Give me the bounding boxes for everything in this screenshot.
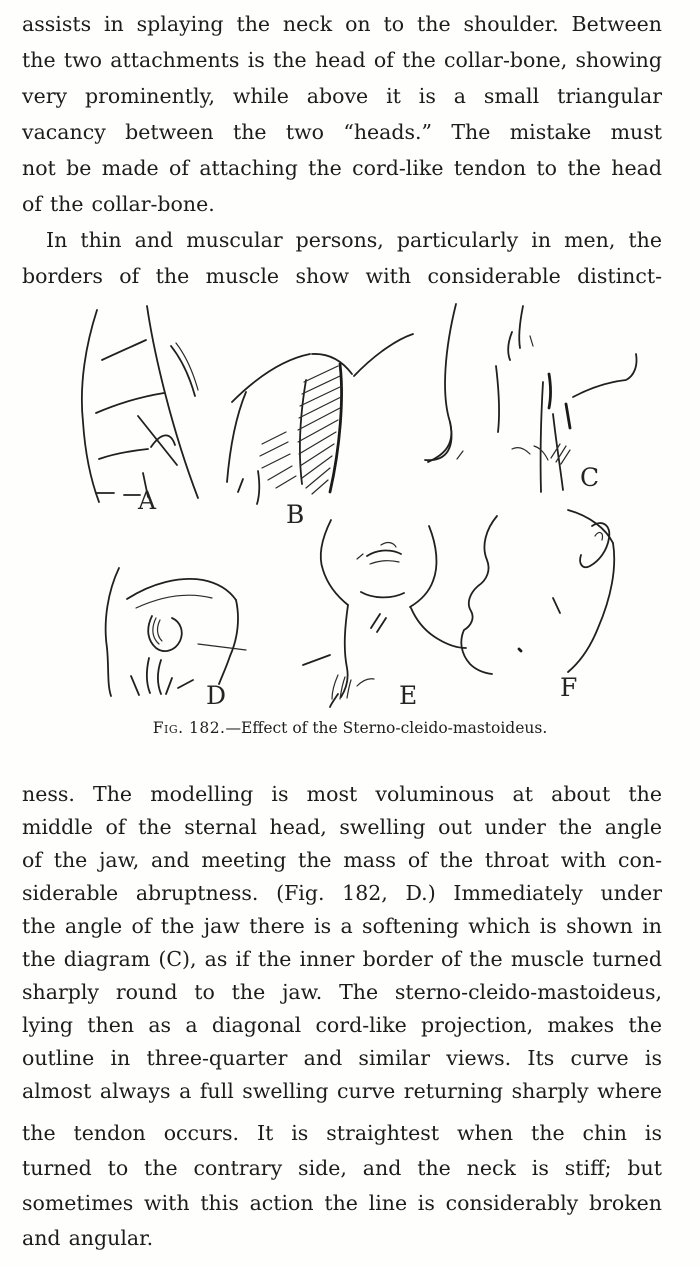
figure-label-c: C: [580, 463, 600, 492]
text-line: middle of the sternal head, swelling out under the angle: [22, 815, 662, 839]
figure-182-drawings: [0, 296, 700, 708]
text-line: the tendon occurs. It is straightest when the chin is: [22, 1121, 662, 1145]
text-line: sometimes with this action the line is considerably broken: [22, 1191, 662, 1215]
figure-182: [0, 296, 700, 708]
figure-label-e: E: [399, 681, 418, 708]
text-line: not be made of attaching the cord-like tendon to the head: [22, 156, 662, 180]
paragraph-tendon: [22, 1116, 662, 1256]
figure-sketch-e: [303, 520, 466, 708]
figure-label-b: B: [286, 500, 305, 529]
text-line: assists in splaying the neck on to the shoulder. Between: [22, 12, 662, 36]
figure-caption-number: Fig. 182.: [152, 719, 226, 737]
text-line: the angle of the jaw there is a softening which is shown in: [22, 914, 662, 938]
text-line: turned to the contrary side, and the neck is stiff; but: [22, 1156, 662, 1180]
figure-sketch-d: [106, 568, 246, 708]
text-line: the two attachments is the head of the collar-bone, showing: [22, 48, 662, 72]
paragraph-in-thin-muscular: [22, 222, 662, 294]
paragraph-collar-bone: [22, 6, 662, 222]
figure-label-d: D: [206, 681, 227, 708]
figure-caption-text: —Effect of the Sterno-cleido-mastoideus.: [225, 719, 548, 737]
text-line: siderable abruptness. (Fig. 182, D.) Immediately under: [22, 881, 662, 905]
figure-sketch-b: [227, 334, 413, 529]
text-line: In thin and muscular persons, particularly in men, the: [46, 228, 662, 252]
figure-label-f: F: [560, 673, 578, 702]
text-line: the diagram (C), as if the inner border of the muscle turned: [22, 947, 662, 971]
text-line: of the collar-bone.: [22, 192, 215, 216]
text-line: and angular.: [22, 1226, 154, 1250]
figure-sketch-a: [82, 306, 198, 515]
figure-label-a: A: [138, 486, 157, 515]
text-line: outline in three-quarter and similar views. Its curve is: [22, 1046, 662, 1070]
text-line: borders of the muscle show with considerable distinct-: [22, 264, 662, 288]
text-line: almost always a full swelling curve returning sharply where: [22, 1079, 662, 1103]
figure-caption: [0, 716, 700, 740]
text-line: sharply round to the jaw. The sterno-cleido-mastoideus,: [22, 980, 662, 1004]
figure-sketch-c: [425, 304, 637, 492]
paragraph-modelling: [22, 778, 662, 1108]
figure-sketch-f: [461, 510, 614, 702]
text-line: ness. The modelling is most voluminous at about the: [22, 782, 662, 806]
text-line: vacancy between the two “heads.” The mistake must: [22, 120, 662, 144]
text-line: very prominently, while above it is a small triangular: [22, 84, 662, 108]
text-line: of the jaw, and meeting the mass of the throat with con-: [22, 848, 662, 872]
text-line: lying then as a diagonal cord-like projection, makes the: [22, 1013, 662, 1037]
